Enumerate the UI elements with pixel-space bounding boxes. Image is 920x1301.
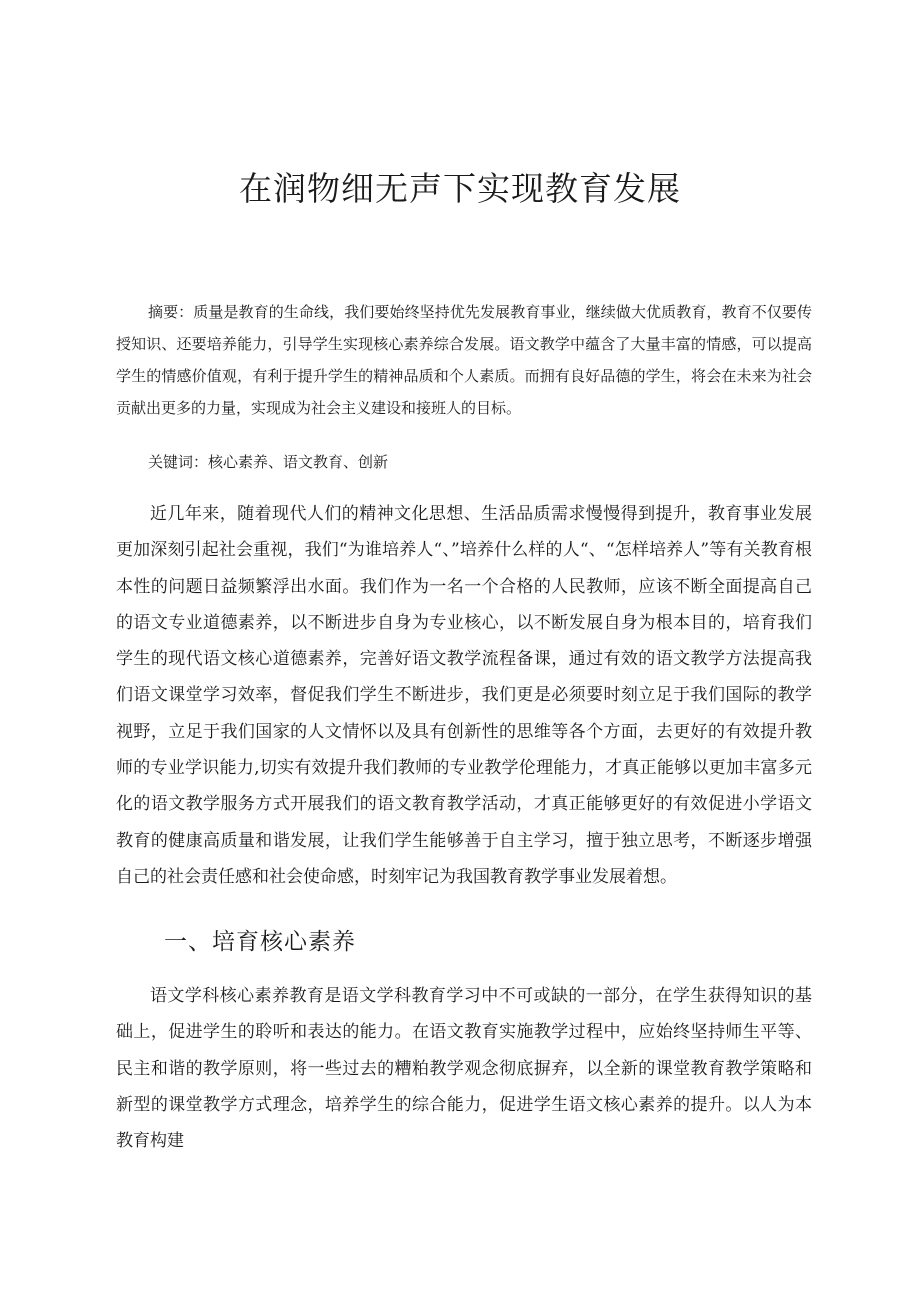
abstract-paragraph: 摘要：质量是教育的生命线，我们要始终坚持优先发展教育事业，继续做大优质教育，教育不仅要传授知识、还要培养能力，引导学生实现核心素养综合发展。语文教学中蕴含了大量丰富的情感，可以提高学生的情感价值观，有利于提升学生的精神品质和个人素质。而拥有良好品德的学生，将会在未来为社会贡献出更多的力量，实现成为社会主义建设和接班人的目标。 (116, 303, 812, 417)
intro-paragraph: 近几年来，随着现代人们的精神文化思想、生活品质需求慢慢得到提升，教育事业发展更加深刻引起社会重视，我们“为谁培养人“、”培养什么样的人“、“怎样培养人”等有关教育根本性的问题日益频繁浮出水面。我们作为一名一个合格的人民教师，应该不断全面提高自己的语文专业道德素养，以不断进步自身为专业核心，以不断发展自身为根本目的，培育我们学生的现代语文核心道德素养，完善好语文教学流程备课，通过有效的语文教学方法提高我们语文课堂学习效率，督促我们学生不断进步，我们更是必须要时刻立足于我们国际的教学视野，立足于我们国家的人文情怀以及具有创新性的思维等各个方面，去更好的有效提升教师的专业学识能力,切实有效提升我们教师的专业教学伦理能力，才真正能够以更加丰富多元化的语文教学服务方式开展我们的语文教育教学活动，才真正能够更好的有效促进小学语文教育的健康高质量和谐发展，让我们学生能够善于自主学习，擅于独立思考，不断逐步增强自己的社会责任感和社会使命感，时刻牢记为我国教育教学事业发展着想。 (116, 504, 812, 887)
section-paragraph: 语文学科核心素养教育是语文学科教育学习中不可或缺的一部分，在学生获得知识的基础上，促进学生的聆听和表达的能力。在语文教育实施教学过程中，应始终坚持师生平等、民主和谐的教学原则，将一些过去的糟粕教学观念彻底摒弃，以全新的课堂教育教学策略和新型的课堂教学方式理念，培养学生的综合能力，促进学生语文核心素养的提升。以人为本教育构建 (116, 986, 812, 1152)
keywords-line: 关键词：核心素养、语文教育、创新 (148, 453, 389, 471)
document-title: 在润物细无声下实现教育发展 (239, 169, 681, 208)
section-heading: 一、培育核心素养 (164, 929, 356, 955)
